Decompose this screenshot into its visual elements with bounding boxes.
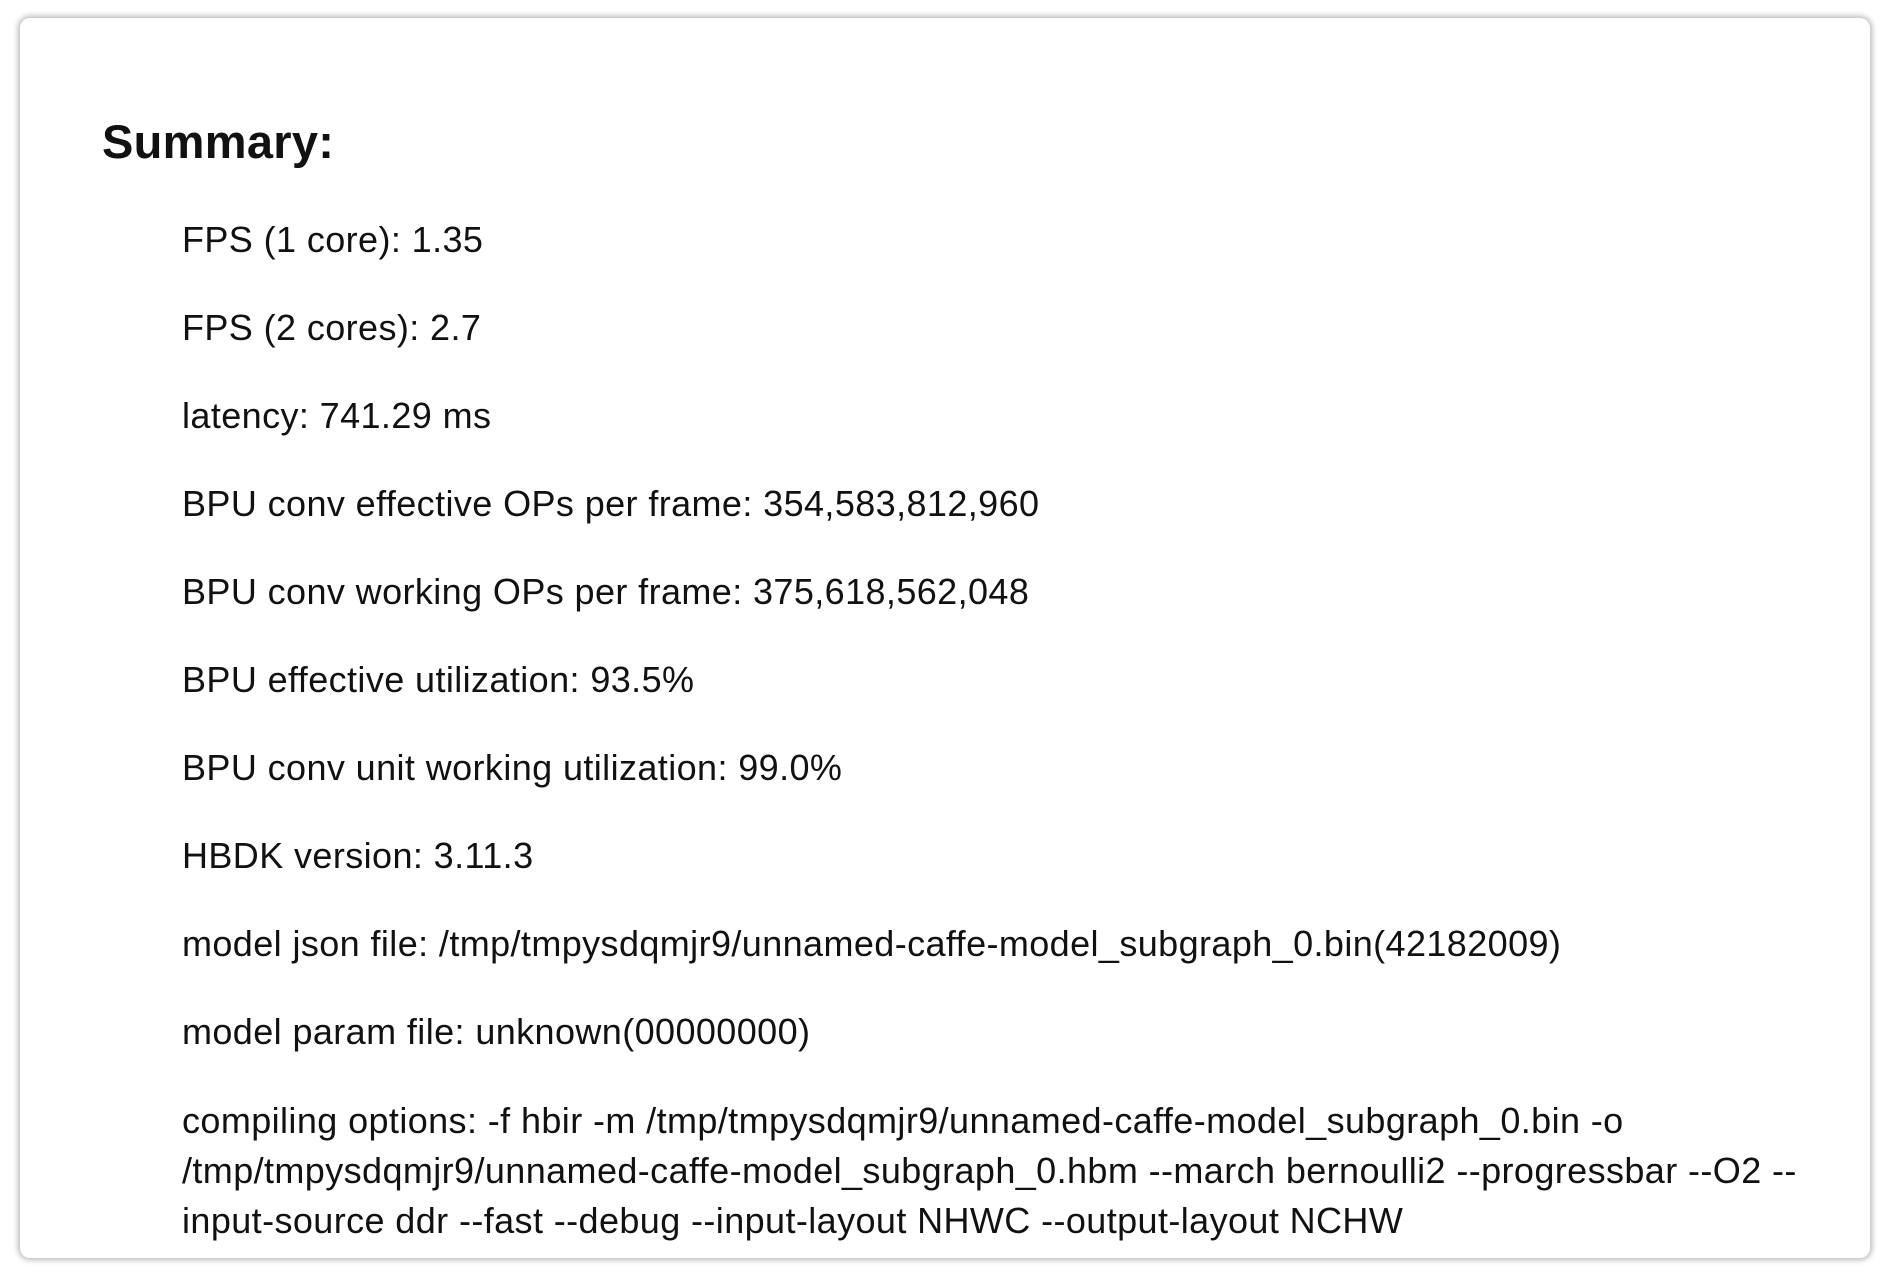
fps-1-core-line: FPS (1 core): 1.35 [182,219,484,260]
summary-list [182,216,1852,1246]
hbdk-version-line: HBDK version: 3.11.3 [182,835,534,876]
model-param-file-line: model param file: unknown(00000000) [182,1011,811,1052]
conv-effective-ops-line: BPU conv effective OPs per frame: 354,583,812,960 [182,483,1040,524]
effective-utilization-line: BPU effective utilization: 93.5% [182,659,695,700]
conv-working-ops-line: BPU conv working OPs per frame: 375,618,562,048 [182,571,1030,612]
summary-title: Summary: [102,115,335,168]
latency-line: latency: 741.29 ms [182,395,492,436]
conv-unit-utilization-line: BPU conv unit working utilization: 99.0% [182,747,843,788]
fps-2-cores-line: FPS (2 cores): 2.7 [182,307,482,348]
summary-panel [20,18,1870,1258]
compiling-options-line: compiling options: -f hbir -m /tmp/tmpysdqmjr9/unnamed-caffe-model_subgraph_0.bin -o /tmp/tmpysdqmjr9/unnamed-caffe-model_subgraph_0.hbm --march bernoulli2 --progressbar --O2 --input-source ddr --fast --debug --input-layout NHWC --output-layout NCHW [182,1100,1797,1241]
model-json-file-line: model json file: /tmp/tmpysdqmjr9/unnamed-caffe-model_subgraph_0.bin(42182009) [182,923,1562,964]
